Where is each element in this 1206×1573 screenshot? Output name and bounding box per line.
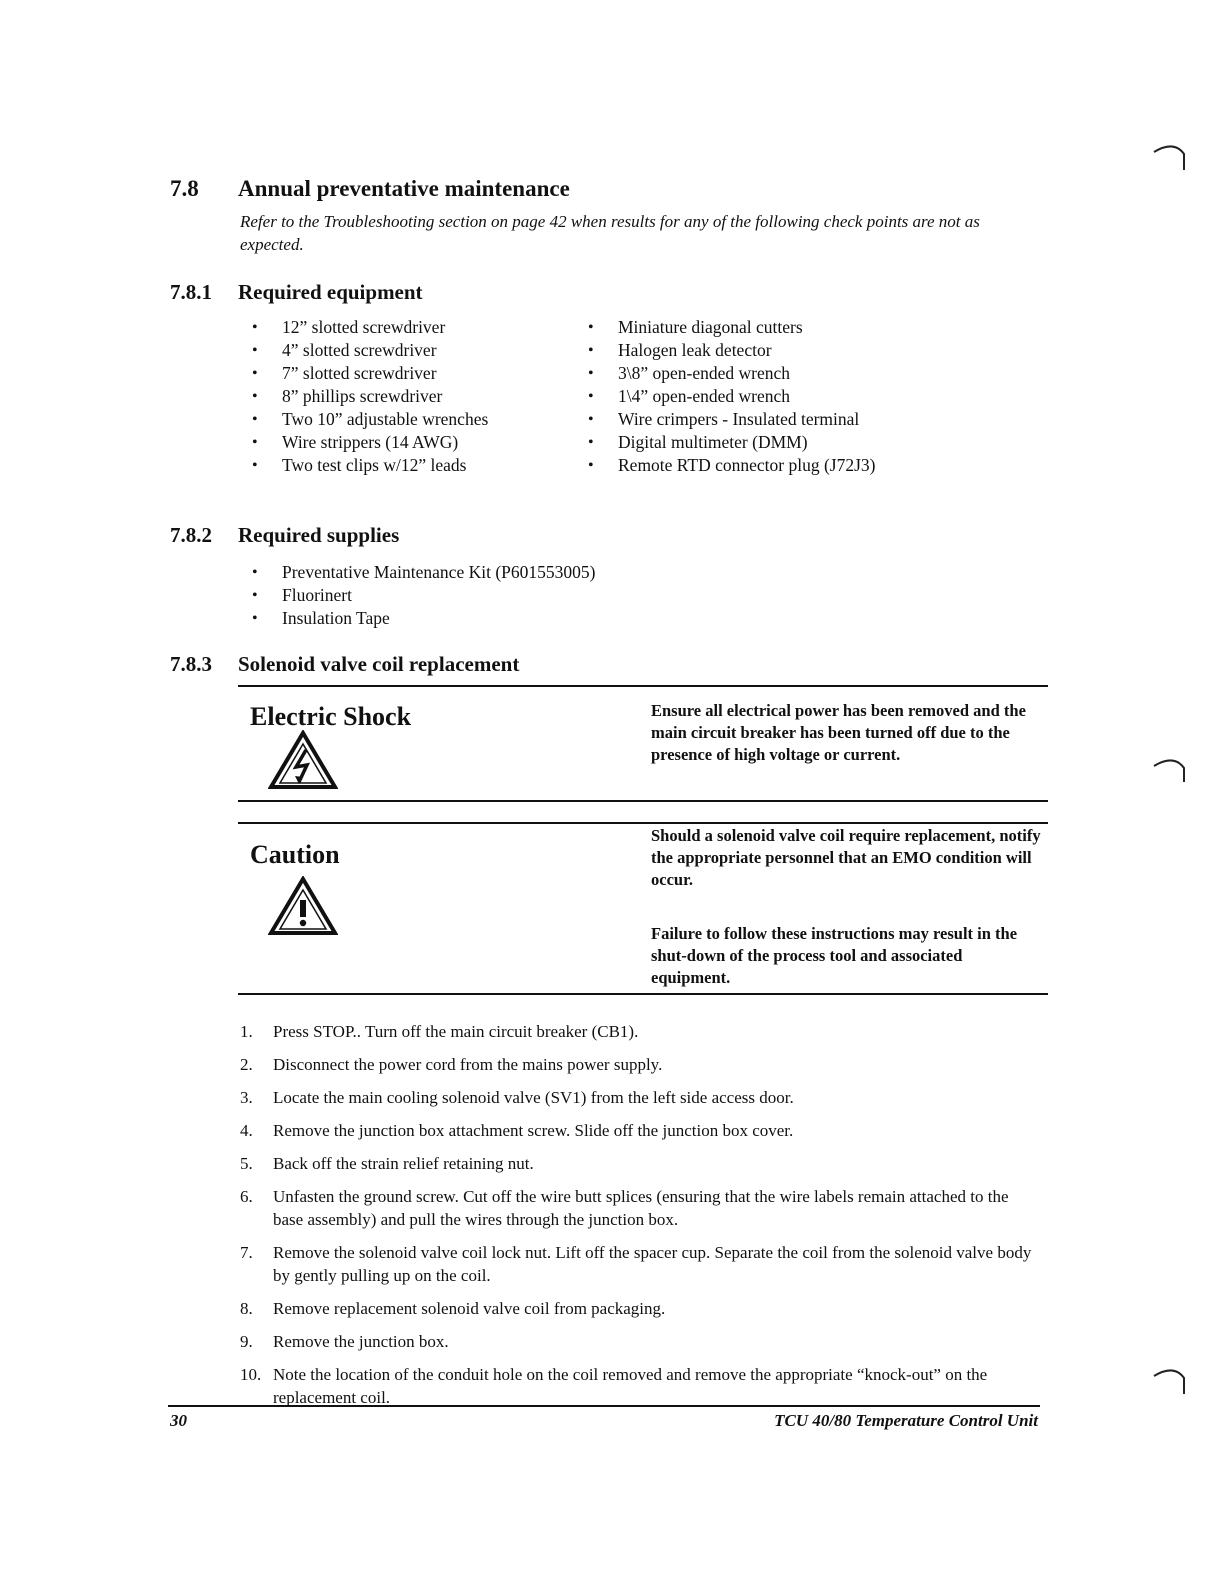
supplies-list — [252, 561, 595, 630]
page-number: 30 — [170, 1411, 187, 1430]
list-item: • Halogen leak detector — [588, 339, 876, 362]
divider — [238, 800, 1048, 802]
list-item: • Digital multimeter (DMM) — [588, 431, 876, 454]
list-item: • Miniature diagonal cutters — [588, 316, 876, 339]
step-item: 5. Back off the strain relief retaining nut. — [240, 1154, 534, 1173]
supplies-number: 7.8.2 — [170, 523, 212, 547]
list-item: • 3\8” open-ended wrench — [588, 362, 876, 385]
list-item: • Wire strippers (14 AWG) — [252, 431, 488, 454]
step-item: 3. Locate the main cooling solenoid valve (SV1) from the left side access door. — [240, 1088, 794, 1107]
section-intro: Refer to the Troubleshooting section on page 42 when results for any of the following check points are not as expected. — [240, 212, 980, 254]
list-item: • 1\4” open-ended wrench — [588, 385, 876, 408]
section-number: 7.8 — [170, 176, 199, 201]
list-item: • Insulation Tape — [252, 607, 595, 630]
list-item: • 8” phillips screwdriver — [252, 385, 488, 408]
equipment-list-right — [588, 316, 876, 477]
step-item: 1. Press STOP.. Turn off the main circuit breaker (CB1). — [240, 1022, 639, 1041]
solenoid-title: Solenoid valve coil replacement — [238, 652, 520, 676]
equipment-list-left — [252, 316, 488, 477]
step-item: 8. Remove replacement solenoid valve coil from packaging. — [240, 1299, 666, 1318]
section-title: Annual preventative maintenance — [238, 176, 570, 201]
list-item: • Wire crimpers - Insulated terminal — [588, 408, 876, 431]
electric-shock-warning — [238, 690, 1048, 800]
list-item: • Two 10” adjustable wrenches — [252, 408, 488, 431]
list-item: • Remote RTD connector plug (J72J3) — [588, 454, 876, 477]
list-item: • Preventative Maintenance Kit (P601553005) — [252, 561, 595, 584]
caution-text-2: Failure to follow these instructions may result in the shut-down of the process tool and associated equipment. — [651, 924, 1018, 987]
caution-title: Caution — [250, 840, 340, 869]
footer-rule — [168, 1405, 1040, 1407]
list-item: • 12” slotted screwdriver — [252, 316, 488, 339]
equipment-number: 7.8.1 — [170, 280, 212, 304]
solenoid-number: 7.8.3 — [170, 652, 212, 676]
scan-mark — [1150, 1362, 1190, 1407]
caution-warning — [238, 824, 1048, 992]
divider — [238, 685, 1048, 687]
list-item: • 4” slotted screwdriver — [252, 339, 488, 362]
divider — [238, 993, 1048, 995]
electric-shock-icon — [268, 730, 338, 790]
document-title: TCU 40/80 Temperature Control Unit — [774, 1411, 1038, 1430]
supplies-title: Required supplies — [238, 523, 400, 547]
caution-text-1: Should a solenoid valve coil require replacement, notify the appropriate personnel that an EMO condition will occur. — [651, 826, 1041, 889]
scan-mark — [1150, 140, 1190, 185]
step-item: 9. Remove the junction box. — [240, 1332, 449, 1351]
list-item: • 7” slotted screwdriver — [252, 362, 488, 385]
step-item: 7. Remove the solenoid valve coil lock nut. Lift off the spacer cup. Separate the coil from the solenoid valve body by gently pulling up on the coil. — [240, 1243, 1032, 1285]
scan-mark — [1150, 752, 1190, 797]
warning-title: Electric Shock — [250, 702, 412, 731]
equipment-title: Required equipment — [238, 280, 423, 304]
procedure-steps — [240, 1020, 1040, 1419]
warning-text: Ensure all electrical power has been removed and the main circuit breaker has been turned off due to the presence of high voltage or current. — [651, 701, 1026, 764]
step-item: 6. Unfasten the ground screw. Cut off the wire butt splices (ensuring that the wire labels remain attached to the base assembly) and pull the wires through the junction box. — [240, 1187, 1009, 1229]
list-item: • Fluorinert — [252, 584, 595, 607]
exclamation-triangle-icon — [268, 876, 338, 936]
step-item: 10. Note the location of the conduit hole on the coil removed and remove the appropriate “knock-out” on the replacement coil. — [240, 1365, 988, 1407]
step-item: 2. Disconnect the power cord from the mains power supply. — [240, 1055, 663, 1074]
list-item: • Two test clips w/12” leads — [252, 454, 488, 477]
step-item: 4. Remove the junction box attachment screw. Slide off the junction box cover. — [240, 1121, 794, 1140]
